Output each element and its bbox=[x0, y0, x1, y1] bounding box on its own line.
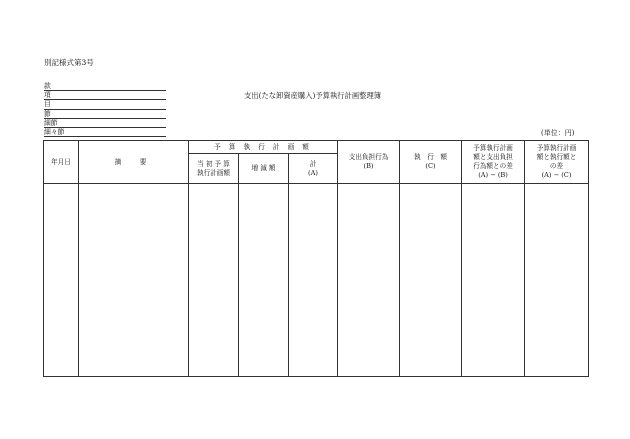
cell-initial-plan bbox=[189, 184, 239, 377]
header-diff-a-c-line3: の差 bbox=[549, 162, 564, 170]
header-total bbox=[289, 154, 338, 184]
header-diff-a-b bbox=[462, 141, 525, 184]
budget-label-moku: 目 bbox=[44, 100, 166, 109]
header-change: 増 減 額 bbox=[239, 154, 289, 184]
cell-diff-a-b bbox=[462, 184, 525, 377]
header-diff-a-c-line2: 額と執行額と bbox=[536, 153, 577, 161]
header-summary: 摘 要 bbox=[79, 141, 189, 184]
header-diff-a-b-line3: 行為額との差 bbox=[473, 162, 513, 170]
header-initial-line2: 執行計画額 bbox=[197, 168, 230, 177]
cell-diff-a-c bbox=[525, 184, 589, 377]
cell-total bbox=[289, 184, 338, 377]
document-title: 支出(たな卸資産購入)予算執行計画整理簿 bbox=[244, 91, 382, 100]
budget-label-kan: 款 bbox=[44, 82, 166, 91]
cell-execution bbox=[400, 184, 462, 377]
header-diff-a-c-line1: 予算執行計画 bbox=[536, 144, 577, 152]
cell-date bbox=[44, 184, 79, 377]
budget-label-setsu: 節 bbox=[44, 110, 166, 119]
budget-label-saisetsu: 細節 bbox=[44, 119, 166, 128]
form-number: 別記様式第3号 bbox=[44, 58, 94, 67]
unit-label: (単位：円) bbox=[541, 129, 575, 137]
header-commitment-line1: 支出負担行為 bbox=[348, 153, 389, 161]
header-total-line2: (A) bbox=[308, 168, 318, 177]
header-diff-a-b-line2: 額と支出負担 bbox=[473, 153, 513, 161]
header-diff-a-c bbox=[525, 141, 589, 184]
header-date: 年月日 bbox=[44, 141, 79, 184]
header-initial-line1: 当 初 予 算 bbox=[197, 159, 230, 168]
budget-classification bbox=[44, 82, 166, 137]
header-budget-plan: 予 算 執 行 計 画 額 bbox=[189, 141, 338, 154]
header-execution-line1: 執 行 額 bbox=[414, 153, 447, 161]
header-commitment-line2: (B) bbox=[363, 162, 374, 170]
header-commitment bbox=[338, 141, 400, 184]
ledger-body-row bbox=[44, 184, 589, 377]
header-diff-a-c-line4: (A) − (C) bbox=[541, 171, 572, 179]
header-execution-line2: (C) bbox=[425, 162, 436, 170]
cell-summary bbox=[79, 184, 189, 377]
budget-label-saisaisetsu: 細々節 bbox=[44, 128, 166, 137]
budget-label-kou: 項 bbox=[44, 91, 166, 100]
header-execution bbox=[400, 141, 462, 184]
cell-change bbox=[239, 184, 289, 377]
ledger-table bbox=[43, 140, 589, 377]
header-diff-a-b-line1: 予算執行計画 bbox=[473, 144, 513, 152]
header-diff-a-b-line4: (A) − (B) bbox=[478, 171, 508, 179]
cell-commitment bbox=[338, 184, 400, 377]
header-initial-plan bbox=[189, 154, 239, 184]
header-total-line1: 計 bbox=[309, 159, 317, 168]
